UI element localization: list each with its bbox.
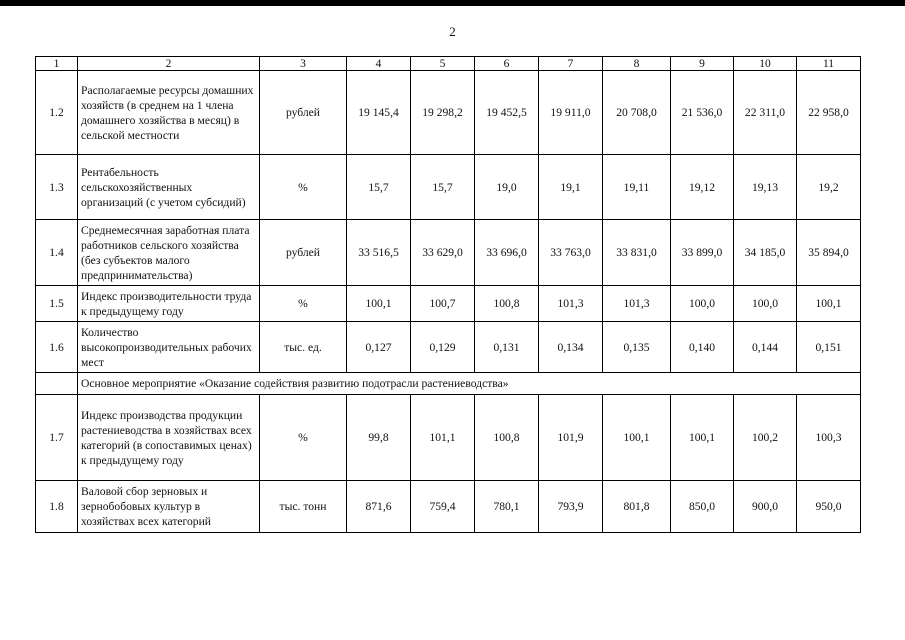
value-cell: 871,6 [347,481,411,533]
column-number: 5 [411,57,475,71]
column-number-row [36,57,861,71]
value-cell: 100,0 [671,286,734,322]
unit-cell: тыс. тонн [260,481,347,533]
unit-cell: % [260,395,347,481]
column-number: 10 [734,57,797,71]
value-cell: 100,2 [734,395,797,481]
value-cell: 33 629,0 [411,220,475,286]
value-cell: 19 145,4 [347,71,411,155]
value-cell: 15,7 [411,155,475,220]
value-cell: 99,8 [347,395,411,481]
column-number: 8 [603,57,671,71]
value-cell: 100,1 [603,395,671,481]
value-cell: 0,134 [539,322,603,373]
value-cell: 101,3 [539,286,603,322]
value-cell: 759,4 [411,481,475,533]
value-cell: 33 899,0 [671,220,734,286]
value-cell: 0,127 [347,322,411,373]
value-cell: 850,0 [671,481,734,533]
value-cell: 100,7 [411,286,475,322]
section-row [36,373,861,395]
value-cell: 19,12 [671,155,734,220]
table-row [36,322,861,373]
value-cell: 100,0 [734,286,797,322]
value-cell: 19,11 [603,155,671,220]
value-cell: 100,1 [671,395,734,481]
value-cell: 21 536,0 [671,71,734,155]
indicator-name: Рентабельность сельскохозяйственных организаций (с учетом субсидий) [78,155,260,220]
table-row [36,220,861,286]
value-cell: 33 831,0 [603,220,671,286]
indicator-name: Индекс производства продукции растениеводства в хозяйствах всех категорий (в сопоставимых ценах) к предыдущему году [78,395,260,481]
table-row [36,71,861,155]
value-cell: 19 911,0 [539,71,603,155]
value-cell: 101,1 [411,395,475,481]
row-number: 1.2 [36,71,78,155]
value-cell: 793,9 [539,481,603,533]
value-cell: 20 708,0 [603,71,671,155]
value-cell: 100,3 [797,395,861,481]
value-cell: 0,144 [734,322,797,373]
value-cell: 100,1 [347,286,411,322]
unit-cell: % [260,155,347,220]
row-number: 1.6 [36,322,78,373]
indicator-name: Среднемесячная заработная плата работников сельского хозяйства (без субъектов малого предпринимательства) [78,220,260,286]
column-number: 6 [475,57,539,71]
value-cell: 22 958,0 [797,71,861,155]
value-cell: 0,129 [411,322,475,373]
row-number: 1.7 [36,395,78,481]
value-cell: 19,0 [475,155,539,220]
column-number: 3 [260,57,347,71]
value-cell: 35 894,0 [797,220,861,286]
value-cell: 801,8 [603,481,671,533]
value-cell: 15,7 [347,155,411,220]
row-number: 1.4 [36,220,78,286]
unit-cell: рублей [260,220,347,286]
value-cell: 780,1 [475,481,539,533]
table-row [36,481,861,533]
row-number: 1.5 [36,286,78,322]
indicator-name: Индекс производительности труда к предыдущему году [78,286,260,322]
value-cell: 900,0 [734,481,797,533]
indicators-table [35,56,861,533]
column-number: 4 [347,57,411,71]
section-number-cell [36,373,78,395]
value-cell: 0,151 [797,322,861,373]
value-cell: 0,131 [475,322,539,373]
value-cell: 19 298,2 [411,71,475,155]
value-cell: 19,13 [734,155,797,220]
indicator-name: Валовой сбор зерновых и зернобобовых культур в хозяйствах всех категорий [78,481,260,533]
value-cell: 19,1 [539,155,603,220]
scan-top-border [0,0,905,6]
row-number: 1.3 [36,155,78,220]
column-number: 11 [797,57,861,71]
table-row [36,395,861,481]
unit-cell: рублей [260,71,347,155]
value-cell: 33 516,5 [347,220,411,286]
value-cell: 101,3 [603,286,671,322]
value-cell: 0,135 [603,322,671,373]
value-cell: 0,140 [671,322,734,373]
unit-cell: % [260,286,347,322]
table-row [36,155,861,220]
value-cell: 101,9 [539,395,603,481]
value-cell: 19 452,5 [475,71,539,155]
section-heading: Основное мероприятие «Оказание содействия развитию подотрасли растениеводства» [78,373,861,395]
table-row [36,286,861,322]
value-cell: 100,1 [797,286,861,322]
value-cell: 33 763,0 [539,220,603,286]
indicator-name: Располагаемые ресурсы домашних хозяйств (в среднем на 1 члена домашнего хозяйства в месяц) в сельской местности [78,71,260,155]
value-cell: 950,0 [797,481,861,533]
column-number: 7 [539,57,603,71]
page-number: 2 [449,24,456,39]
unit-cell: тыс. ед. [260,322,347,373]
value-cell: 100,8 [475,395,539,481]
column-number: 2 [78,57,260,71]
column-number: 9 [671,57,734,71]
row-number: 1.8 [36,481,78,533]
value-cell: 34 185,0 [734,220,797,286]
value-cell: 19,2 [797,155,861,220]
value-cell: 22 311,0 [734,71,797,155]
value-cell: 33 696,0 [475,220,539,286]
column-number: 1 [36,57,78,71]
value-cell: 100,8 [475,286,539,322]
indicator-name: Количество высокопроизводительных рабочих мест [78,322,260,373]
